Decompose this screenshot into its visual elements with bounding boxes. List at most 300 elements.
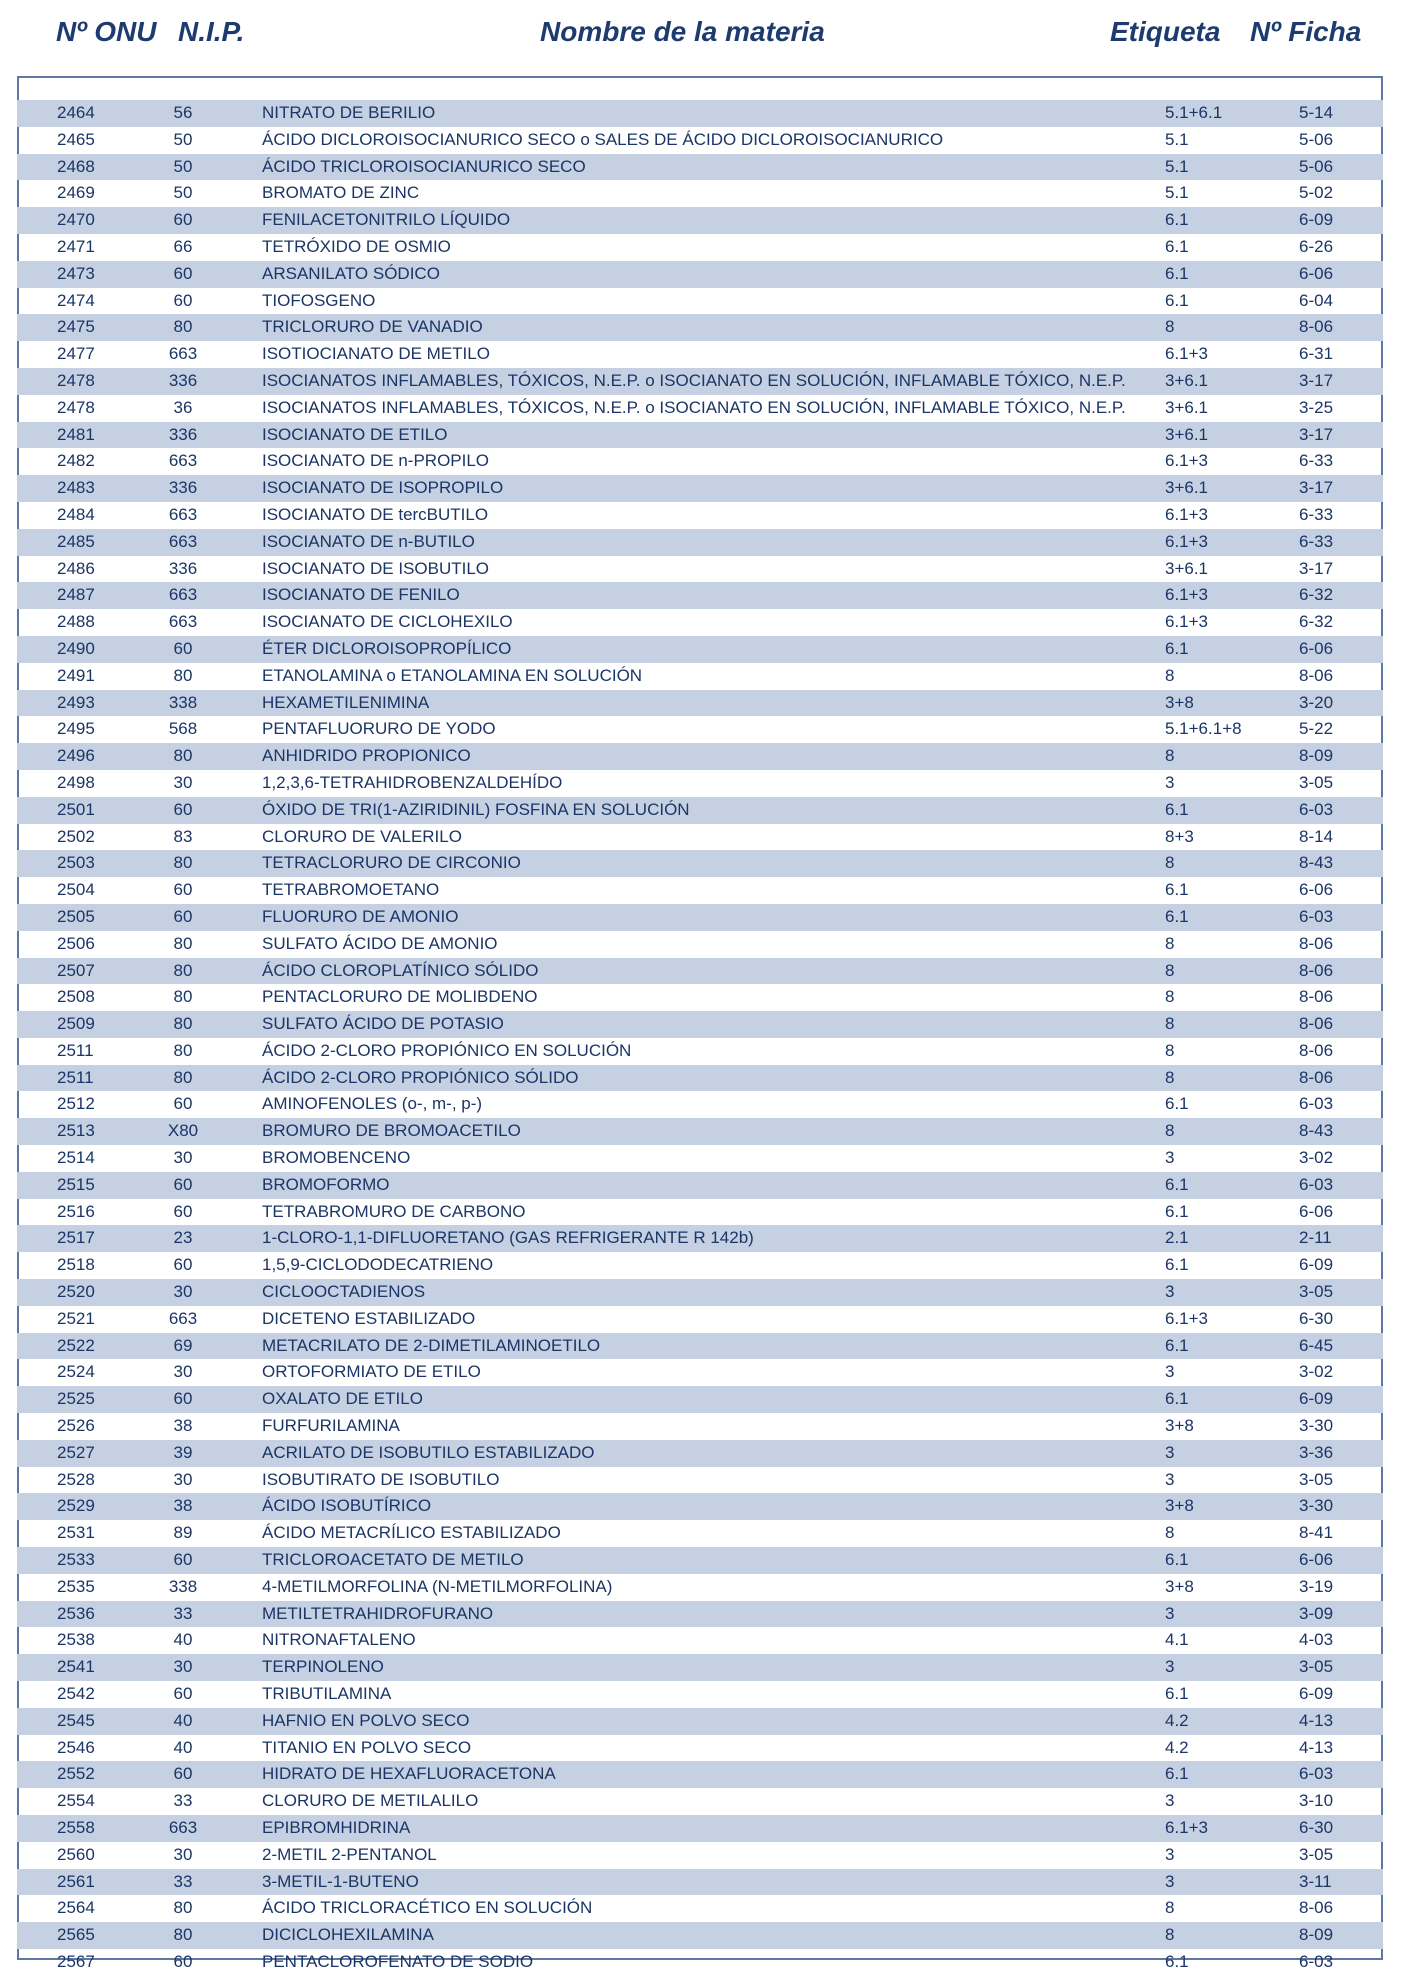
onu-cell: 2471: [57, 236, 95, 256]
nip-cell: 39: [173, 1442, 193, 1462]
name-cell: ÁCIDO 2-CLORO PROPIÓNICO SÓLIDO: [262, 1067, 579, 1087]
ficha-cell: 6-03: [1299, 1174, 1334, 1194]
nip-cell: 663: [168, 585, 198, 605]
label-cell: 6.1: [1165, 236, 1189, 256]
onu-cell: 2517: [57, 1228, 95, 1248]
label-cell: 6.1: [1165, 1094, 1189, 1114]
ficha-cell: 6-32: [1299, 612, 1334, 632]
label-cell: 5.1+6.1+8: [1165, 719, 1242, 739]
ficha-cell: 8-06: [1299, 317, 1334, 337]
table-row: [17, 582, 1383, 609]
nip-cell: 30: [173, 1657, 193, 1677]
onu-cell: 2473: [57, 263, 95, 283]
ficha-cell: 8-06: [1299, 987, 1334, 1007]
nip-cell: 50: [173, 129, 193, 149]
nip-cell: 80: [173, 746, 193, 766]
nip-cell: 60: [173, 1201, 193, 1221]
onu-cell: 2521: [57, 1308, 95, 1328]
label-cell: 6.1+3: [1165, 612, 1209, 632]
table-row: [17, 1118, 1383, 1145]
name-cell: CLORURO DE METILALILO: [262, 1791, 479, 1811]
nip-cell: 80: [173, 1040, 193, 1060]
table-row: [17, 824, 1383, 851]
table-row: [17, 1895, 1383, 1922]
name-cell: OXALATO DE ETILO: [262, 1389, 423, 1409]
table-row: [17, 1413, 1383, 1440]
label-cell: 6.1: [1165, 263, 1189, 283]
table-row: [17, 1172, 1383, 1199]
ficha-cell: 4-13: [1299, 1710, 1334, 1730]
onu-cell: 2474: [57, 290, 95, 310]
ficha-cell: 6-03: [1299, 799, 1334, 819]
name-cell: PENTACLOROFENATO DE SODIO: [262, 1951, 534, 1971]
name-cell: TIOFOSGENO: [262, 290, 376, 310]
label-cell: 8: [1165, 1523, 1175, 1543]
nip-cell: 69: [173, 1335, 193, 1355]
ficha-cell: 3-17: [1299, 558, 1334, 578]
label-cell: 6.1: [1165, 1174, 1189, 1194]
onu-cell: 2567: [57, 1951, 95, 1971]
nip-cell: 80: [173, 317, 193, 337]
table-row: [17, 1252, 1383, 1279]
label-cell: 6.1: [1165, 1335, 1189, 1355]
onu-cell: 2554: [57, 1791, 95, 1811]
ficha-cell: 3-25: [1299, 397, 1334, 417]
onu-cell: 2486: [57, 558, 95, 578]
onu-cell: 2533: [57, 1550, 95, 1570]
label-cell: 6.1: [1165, 1764, 1189, 1784]
name-cell: TETRABROMOETANO: [262, 880, 440, 900]
nip-cell: 40: [173, 1710, 193, 1730]
label-cell: 3+8: [1165, 1496, 1194, 1516]
name-cell: ISOBUTIRATO DE ISOBUTILO: [262, 1469, 500, 1489]
name-cell: ISOCIANATOS INFLAMABLES, TÓXICOS, N.E.P. o ISOCIANATO EN SOLUCIÓN, INFLAMABLE TÓXICO, N.E.P.: [262, 397, 1126, 417]
table-row: [17, 1306, 1383, 1333]
ficha-cell: 8-06: [1299, 1014, 1334, 1034]
nip-cell: 60: [173, 1174, 193, 1194]
label-cell: 8: [1165, 853, 1175, 873]
ficha-cell: 6-09: [1299, 210, 1334, 230]
table-row: [17, 609, 1383, 636]
name-cell: FENILACETONITRILO LÍQUIDO: [262, 210, 511, 230]
table-row: [17, 1333, 1383, 1360]
name-cell: ÁCIDO 2-CLORO PROPIÓNICO EN SOLUCIÓN: [262, 1040, 632, 1060]
onu-cell: 2565: [57, 1925, 95, 1945]
onu-cell: 2496: [57, 746, 95, 766]
onu-cell: 2546: [57, 1737, 95, 1757]
table-row: [17, 636, 1383, 663]
nip-cell: 663: [168, 504, 198, 524]
nip-cell: 23: [173, 1228, 193, 1248]
ficha-cell: 3-11: [1299, 1871, 1332, 1891]
name-cell: TRICLORURO DE VANADIO: [262, 317, 483, 337]
onu-cell: 2465: [57, 129, 95, 149]
table-row: [17, 261, 1383, 288]
ficha-cell: 8-09: [1299, 746, 1334, 766]
name-cell: ÁCIDO TRICLOROISOCIANURICO SECO: [262, 156, 586, 176]
name-cell: PENTACLORURO DE MOLIBDENO: [262, 987, 538, 1007]
table-row: [17, 1145, 1383, 1172]
onu-cell: 2538: [57, 1630, 95, 1650]
onu-cell: 2475: [57, 317, 95, 337]
ficha-cell: 8-06: [1299, 960, 1334, 980]
name-cell: ISOTIOCIANATO DE METILO: [262, 344, 490, 364]
nip-cell: 60: [173, 1550, 193, 1570]
ficha-cell: 4-03: [1299, 1630, 1334, 1650]
onu-cell: 2487: [57, 585, 95, 605]
nip-cell: 336: [168, 478, 198, 498]
ficha-cell: 8-06: [1299, 665, 1334, 685]
nip-cell: 60: [173, 263, 193, 283]
label-cell: 6.1: [1165, 210, 1189, 230]
ficha-cell: 6-06: [1299, 1201, 1334, 1221]
table-row: [17, 1091, 1383, 1118]
ficha-cell: 6-03: [1299, 906, 1334, 926]
ficha-cell: 5-06: [1299, 156, 1334, 176]
nip-cell: 663: [168, 1308, 198, 1328]
nip-cell: 60: [173, 638, 193, 658]
table-row: [17, 1199, 1383, 1226]
onu-cell: 2528: [57, 1469, 95, 1489]
label-cell: 6.1+3: [1165, 585, 1209, 605]
nip-cell: 30: [173, 1844, 193, 1864]
nip-cell: 80: [173, 665, 193, 685]
nip-cell: 336: [168, 370, 198, 390]
onu-cell: 2561: [57, 1871, 95, 1891]
label-cell: 6.1: [1165, 799, 1189, 819]
table-row: [17, 288, 1383, 315]
ficha-cell: 6-03: [1299, 1764, 1334, 1784]
ficha-cell: 5-06: [1299, 129, 1334, 149]
nip-cell: 50: [173, 183, 193, 203]
table-row: [17, 1520, 1383, 1547]
onu-cell: 2525: [57, 1389, 95, 1409]
name-cell: ÁCIDO ISOBUTÍRICO: [262, 1496, 432, 1516]
table-row: [17, 529, 1383, 556]
table-row: [17, 314, 1383, 341]
table-row: [17, 1788, 1383, 1815]
label-cell: 5.1+6.1: [1165, 103, 1223, 122]
name-cell: HEXAMETILENIMINA: [262, 692, 430, 712]
nip-cell: 336: [168, 558, 198, 578]
name-cell: BROMURO DE BROMOACETILO: [262, 1121, 521, 1141]
nip-cell: 80: [173, 853, 193, 873]
nip-cell: X80: [167, 1121, 199, 1141]
ficha-cell: 3-05: [1299, 1282, 1334, 1302]
name-cell: ARSANILATO SÓDICO: [262, 263, 440, 283]
ficha-cell: 3-17: [1299, 424, 1334, 444]
ficha-cell: 8-06: [1299, 1040, 1334, 1060]
name-cell: NITRATO DE BERILIO: [262, 103, 436, 122]
onu-cell: 2481: [57, 424, 95, 444]
onu-cell: 2502: [57, 826, 95, 846]
ficha-cell: 6-30: [1299, 1818, 1334, 1837]
name-cell: FURFURILAMINA: [262, 1416, 400, 1436]
name-cell: ISOCIANATO DE FENILO: [262, 585, 460, 605]
table-row: [17, 1815, 1383, 1842]
name-cell: ISOCIANATO DE tercBUTILO: [262, 504, 489, 524]
nip-cell: 336: [168, 424, 198, 444]
onu-cell: 2468: [57, 156, 95, 176]
ficha-cell: 6-03: [1299, 1951, 1334, 1971]
ficha-cell: 3-10: [1299, 1791, 1334, 1811]
label-cell: 6.1+3: [1165, 531, 1209, 551]
label-cell: 3+8: [1165, 1416, 1194, 1436]
onu-cell: 2516: [57, 1201, 95, 1221]
onu-cell: 2478: [57, 370, 95, 390]
table-row: [17, 1627, 1383, 1654]
label-cell: 8: [1165, 1067, 1175, 1087]
onu-cell: 2558: [57, 1818, 95, 1837]
label-cell: 6.1+3: [1165, 504, 1209, 524]
nip-cell: 80: [173, 1067, 193, 1087]
nip-cell: 56: [173, 103, 193, 122]
column-header-onu: Nº ONU: [56, 16, 157, 47]
label-cell: 6.1+3: [1165, 1818, 1209, 1837]
nip-cell: 83: [173, 826, 193, 846]
ficha-cell: 3-17: [1299, 370, 1334, 390]
table-row: [17, 1038, 1383, 1065]
nip-cell: 89: [173, 1523, 193, 1543]
label-cell: 6.1: [1165, 638, 1189, 658]
nip-cell: 60: [173, 906, 193, 926]
label-cell: 6.1: [1165, 1684, 1189, 1704]
onu-cell: 2498: [57, 772, 95, 792]
table-row: [17, 797, 1383, 824]
onu-cell: 2552: [57, 1764, 95, 1784]
name-cell: TERPINOLENO: [262, 1657, 384, 1677]
ficha-cell: 3-19: [1299, 1576, 1334, 1596]
onu-cell: 2520: [57, 1282, 95, 1302]
label-cell: 6.1+3: [1165, 344, 1209, 364]
ficha-cell: 8-09: [1299, 1925, 1334, 1945]
name-cell: ÁCIDO TRICLORACÉTICO EN SOLUCIÓN: [262, 1898, 593, 1918]
ficha-cell: 5-02: [1299, 183, 1334, 203]
table-row: [17, 448, 1383, 475]
ficha-cell: 6-09: [1299, 1684, 1334, 1704]
name-cell: TRIBUTILAMINA: [262, 1684, 392, 1704]
label-cell: 3: [1165, 1791, 1175, 1811]
onu-cell: 2501: [57, 799, 95, 819]
name-cell: 3-METIL-1-BUTENO: [262, 1871, 419, 1891]
label-cell: 3+6.1: [1165, 478, 1209, 498]
onu-cell: 2527: [57, 1442, 95, 1462]
table-row: [17, 1574, 1383, 1601]
table-row: [17, 1681, 1383, 1708]
onu-cell: 2560: [57, 1844, 95, 1864]
onu-cell: 2495: [57, 719, 95, 739]
nip-cell: 80: [173, 1925, 193, 1945]
label-cell: 3: [1165, 1844, 1175, 1864]
table-row: [17, 1869, 1383, 1896]
label-cell: 4.2: [1165, 1710, 1189, 1730]
ficha-cell: 3-02: [1299, 1148, 1334, 1168]
onu-cell: 2478: [57, 397, 95, 417]
table-row: [17, 154, 1383, 181]
label-cell: 3: [1165, 772, 1175, 792]
label-cell: 3+8: [1165, 1576, 1194, 1596]
onu-cell: 2490: [57, 638, 95, 658]
ficha-cell: 3-30: [1299, 1496, 1334, 1516]
name-cell: ÁCIDO METACRÍLICO ESTABILIZADO: [262, 1523, 561, 1543]
table-row: [17, 850, 1383, 877]
name-cell: FLUORURO DE AMONIO: [262, 906, 459, 926]
nip-cell: 33: [173, 1603, 193, 1623]
onu-cell: 2509: [57, 1014, 95, 1034]
name-cell: DICETENO ESTABILIZADO: [262, 1308, 476, 1328]
nip-cell: 30: [173, 1469, 193, 1489]
onu-cell: 2507: [57, 960, 95, 980]
nip-cell: 663: [168, 1818, 198, 1837]
name-cell: EPIBROMHIDRINA: [262, 1818, 411, 1837]
label-cell: 8: [1165, 746, 1175, 766]
nip-cell: 30: [173, 1362, 193, 1382]
label-cell: 5.1: [1165, 156, 1189, 176]
name-cell: DICICLOHEXILAMINA: [262, 1925, 434, 1945]
onu-cell: 2482: [57, 451, 95, 471]
onu-cell: 2488: [57, 612, 95, 632]
ficha-cell: 8-06: [1299, 1067, 1334, 1087]
name-cell: CICLOOCTADIENOS: [262, 1282, 426, 1302]
name-cell: ISOCIANATO DE n-PROPILO: [262, 451, 490, 471]
label-cell: 3+6.1: [1165, 558, 1209, 578]
nip-cell: 663: [168, 451, 198, 471]
table-row: [17, 1225, 1383, 1252]
table-row: [17, 1601, 1383, 1628]
label-cell: 8: [1165, 1121, 1175, 1141]
ficha-cell: 8-06: [1299, 933, 1334, 953]
onu-cell: 2564: [57, 1898, 95, 1918]
onu-cell: 2536: [57, 1603, 95, 1623]
table-row: [17, 234, 1383, 261]
table-row: [17, 1922, 1383, 1949]
label-cell: 4.2: [1165, 1737, 1189, 1757]
label-cell: 5.1: [1165, 183, 1189, 203]
label-cell: 8: [1165, 1925, 1175, 1945]
name-cell: CLORURO DE VALERILO: [262, 826, 462, 846]
table-row: [17, 1279, 1383, 1306]
label-cell: 8: [1165, 665, 1175, 685]
ficha-cell: 6-26: [1299, 236, 1334, 256]
name-cell: ISOCIANATO DE ISOBUTILO: [262, 558, 490, 578]
name-cell: BROMOBENCENO: [262, 1148, 411, 1168]
table-row: [17, 690, 1383, 717]
table-row: [17, 958, 1383, 985]
label-cell: 3: [1165, 1469, 1175, 1489]
label-cell: 3: [1165, 1657, 1175, 1677]
label-cell: 6.1: [1165, 1951, 1189, 1971]
label-cell: 6.1+3: [1165, 451, 1209, 471]
table-row: [17, 931, 1383, 958]
ficha-cell: 6-04: [1299, 290, 1334, 310]
nip-cell: 38: [173, 1416, 193, 1436]
label-cell: 8: [1165, 960, 1175, 980]
onu-cell: 2513: [57, 1121, 95, 1141]
name-cell: ACRILATO DE ISOBUTILO ESTABILIZADO: [262, 1442, 595, 1462]
name-cell: 1-CLORO-1,1-DIFLUORETANO (GAS REFRIGERANTE R 142b): [262, 1228, 754, 1248]
ficha-cell: 6-06: [1299, 880, 1334, 900]
ficha-cell: 3-02: [1299, 1362, 1334, 1382]
table-row: [17, 1949, 1383, 1976]
onu-cell: 2469: [57, 183, 95, 203]
ficha-cell: 6-06: [1299, 263, 1334, 283]
table-row: [17, 100, 1383, 127]
label-cell: 3+6.1: [1165, 424, 1209, 444]
label-cell: 8: [1165, 317, 1175, 337]
onu-cell: 2542: [57, 1684, 95, 1704]
column-header-label: Etiqueta: [1110, 16, 1221, 47]
onu-cell: 2514: [57, 1148, 95, 1168]
table-row: [17, 1654, 1383, 1681]
onu-cell: 2512: [57, 1094, 95, 1114]
ficha-cell: 6-33: [1299, 504, 1334, 524]
ficha-cell: 6-45: [1299, 1335, 1334, 1355]
onu-cell: 2541: [57, 1657, 95, 1677]
nip-cell: 80: [173, 1014, 193, 1034]
table-row: [17, 1440, 1383, 1467]
nip-cell: 33: [173, 1871, 193, 1891]
ficha-cell: 8-14: [1299, 826, 1334, 846]
name-cell: 4-METILMORFOLINA (N-METILMORFOLINA): [262, 1576, 613, 1596]
table-row: [17, 984, 1383, 1011]
ficha-cell: 8-06: [1299, 1898, 1334, 1918]
onu-cell: 2529: [57, 1496, 95, 1516]
ficha-cell: 5-14: [1299, 103, 1334, 122]
label-cell: 8: [1165, 1040, 1175, 1060]
name-cell: SULFATO ÁCIDO DE AMONIO: [262, 933, 498, 953]
name-cell: TRICLOROACETATO DE METILO: [262, 1550, 524, 1570]
label-cell: 6.1: [1165, 906, 1189, 926]
table-body: [17, 100, 1383, 1976]
onu-cell: 2493: [57, 692, 95, 712]
table-row: [17, 743, 1383, 770]
name-cell: PENTAFLUORURO DE YODO: [262, 719, 496, 739]
nip-cell: 80: [173, 960, 193, 980]
nip-cell: 30: [173, 772, 193, 792]
table-row: [17, 1386, 1383, 1413]
column-header-ficha: Nº Ficha: [1250, 16, 1362, 47]
nip-cell: 60: [173, 880, 193, 900]
name-cell: TETRABROMURO DE CARBONO: [262, 1201, 526, 1221]
ficha-cell: 6-06: [1299, 1550, 1334, 1570]
label-cell: 6.1+3: [1165, 1308, 1209, 1328]
onu-cell: 2522: [57, 1335, 95, 1355]
name-cell: HIDRATO DE HEXAFLUORACETONA: [262, 1764, 556, 1784]
nip-cell: 33: [173, 1791, 193, 1811]
name-cell: TITANIO EN POLVO SECO: [262, 1737, 472, 1757]
nip-cell: 568: [168, 719, 198, 739]
nip-cell: 338: [168, 1576, 198, 1596]
ficha-cell: 6-09: [1299, 1389, 1334, 1409]
table-row: [17, 422, 1383, 449]
onu-cell: 2531: [57, 1523, 95, 1543]
name-cell: ÓXIDO DE TRI(1-AZIRIDINIL) FOSFINA EN SOLUCIÓN: [262, 799, 690, 819]
name-cell: NITRONAFTALENO: [262, 1630, 416, 1650]
label-cell: 3: [1165, 1282, 1175, 1302]
ficha-cell: 4-13: [1299, 1737, 1334, 1757]
label-cell: 6.1: [1165, 290, 1189, 310]
onu-cell: 2484: [57, 504, 95, 524]
table-row: [17, 1359, 1383, 1386]
onu-cell: 2524: [57, 1362, 95, 1382]
ficha-cell: 6-33: [1299, 451, 1334, 471]
ficha-cell: 6-33: [1299, 531, 1334, 551]
onu-cell: 2477: [57, 344, 95, 364]
label-cell: 3: [1165, 1442, 1175, 1462]
label-cell: 3+6.1: [1165, 397, 1209, 417]
ficha-cell: 3-36: [1299, 1442, 1334, 1462]
label-cell: 3: [1165, 1148, 1175, 1168]
